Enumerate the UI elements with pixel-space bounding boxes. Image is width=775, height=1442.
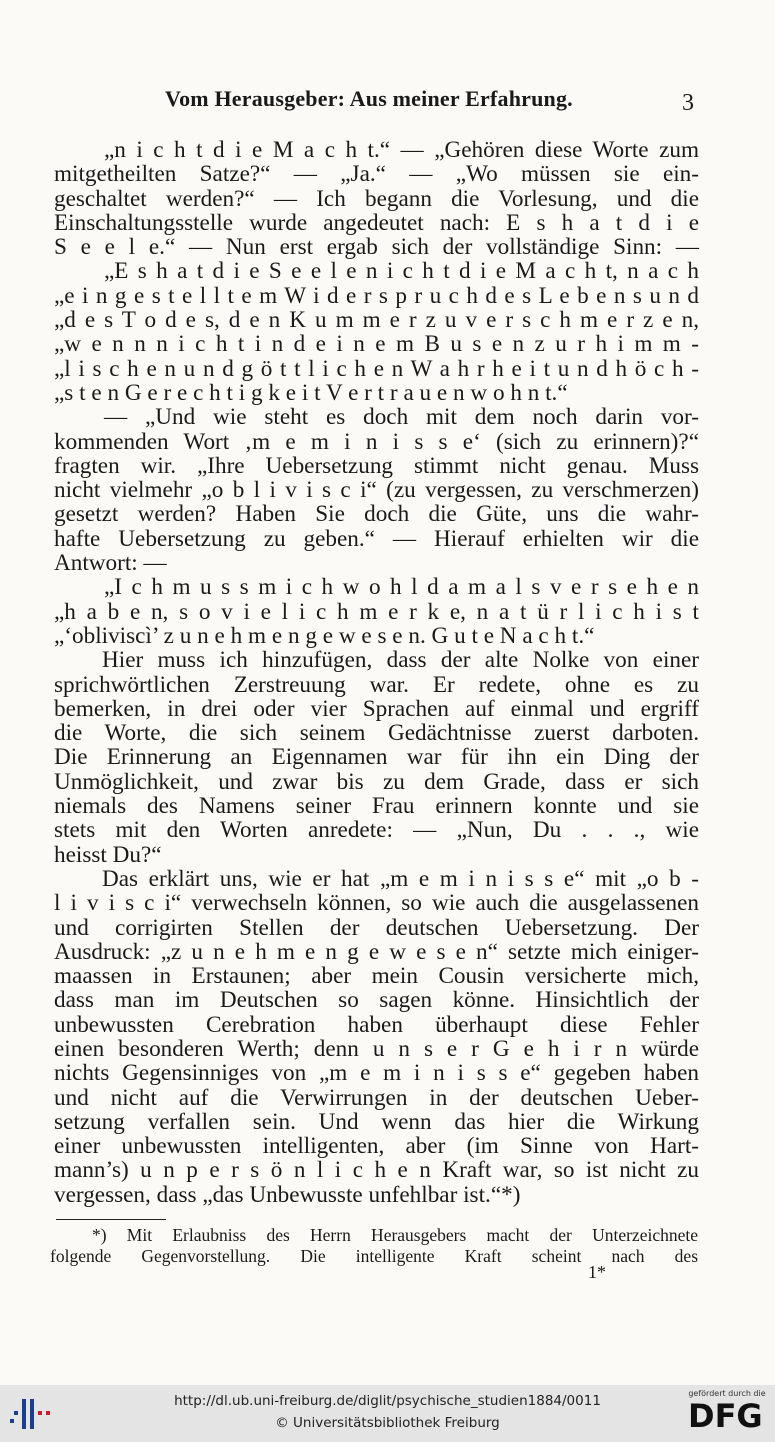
footnote-line: folgende Gegenvorstellung. Die intelligente Kraft scheint nach des bbox=[50, 1246, 698, 1266]
text-line: die Worte, die sich seinem Gedächtnisse zuerst darboten. bbox=[54, 720, 699, 747]
running-head: Vom Herausgeber: Aus meiner Erfahrung. bbox=[165, 86, 573, 111]
text-line: „s t e n G e r e c h t i g k e i t V e r t r a u e n w o h n t.“ bbox=[54, 379, 568, 406]
text-line: Einschaltungsstelle wurde angedeutet nach: E s h a t d i e bbox=[54, 209, 699, 236]
footnote bbox=[50, 1225, 698, 1267]
text-line: einen besonderen Werth; denn u n s e r G e h i r n würde bbox=[54, 1035, 699, 1062]
footnote-rule bbox=[56, 1219, 166, 1220]
text-line: mitgetheilten Satze?“ — „Ja.“ — „Wo müssen sie ein- bbox=[54, 161, 699, 188]
text-line: nicht vielmehr „o b l i v i s c i“ (zu vergessen, zu verschmerzen) bbox=[54, 477, 699, 504]
text-line: Hier muss ich hinzufügen, dass der alte Nolke von einer bbox=[102, 647, 699, 674]
text-line: gesetzt werden? Haben Sie doch die Güte, uns die wahr- bbox=[54, 501, 699, 528]
text-line: hafte Uebersetzung zu geben.“ — Hierauf erhielten wir die bbox=[54, 525, 699, 552]
text-line: mann’s) u n p e r s ö n l i c h e n Kraft war, so ist nicht zu bbox=[54, 1157, 699, 1184]
text-line: unbewussten Cerebration haben überhaupt diese Fehler bbox=[54, 1011, 699, 1038]
text-line: maassen in Erstaunen; aber mein Cousin versicherte mich, bbox=[54, 963, 699, 990]
copyright-notice: © Universitätsbibliothek Freiburg bbox=[275, 1415, 500, 1431]
text-line: nichts Gegensinniges von „m e m i n i s s e“ gegeben haben bbox=[54, 1060, 699, 1087]
text-line: kommenden Wort ‚m e m i n i s s e‘ (sich zu erinnern)?“ bbox=[54, 428, 699, 455]
text-line: l i v i s c i“ verwechseln können, so wie auch die ausgelassenen bbox=[54, 890, 699, 917]
page-number: 3 bbox=[682, 90, 694, 116]
text-line: vergessen, dass „das Unbewusste unfehlbar ist.“*) bbox=[54, 1181, 521, 1208]
text-line: „I c h m u s s m i c h w o h l d a m a l s v e r s e h e n bbox=[104, 574, 699, 601]
text-line: Das erklärt uns, wie er hat „m e m i n i s s e“ mit „o b - bbox=[102, 865, 699, 892]
text-line: und corrigirten Stellen der deutschen Uebersetzung. Der bbox=[54, 914, 699, 941]
text-line: und nicht auf die Verwirrungen in der deutschen Ueber- bbox=[54, 1084, 699, 1111]
text-line: „E s h a t d i e S e e l e n i c h t d i e M a c h t, n a c h bbox=[104, 258, 699, 285]
text-line: „n i c h t d i e M a c h t.“ — „Gehören diese Worte zum bbox=[104, 137, 699, 163]
text-line: setzung verfallen sein. Und wenn das hier die Wirkung bbox=[54, 1108, 699, 1135]
text-line: — „Und wie steht es doch mit dem noch darin vor- bbox=[104, 404, 699, 431]
text-line: heisst Du?“ bbox=[54, 841, 162, 868]
body-text bbox=[54, 138, 699, 1207]
text-line: geschaltet werden?“ — Ich begann die Vorlesung, und die bbox=[54, 185, 699, 212]
text-line: dass man im Deutschen so sagen könne. Hinsichtlich der bbox=[54, 987, 699, 1014]
footnote-line: *) Mit Erlaubniss des Herrn Herausgebers macht der Unterzeichnete bbox=[92, 1225, 698, 1245]
dfg-caption: gefördert durch die bbox=[688, 1389, 766, 1398]
text-line: „w e n n n i c h t i n d e i n e m B u s e n z u r h i m m - bbox=[54, 331, 699, 358]
text-line: S e e l e.“ — Nun erst ergab sich der vollständige Sinn: — bbox=[54, 234, 699, 261]
text-line: bemerken, in drei oder vier Sprachen auf einmal und ergriff bbox=[54, 695, 699, 722]
text-line: einer unbewussten intelligenten, aber (im Sinne von Hart- bbox=[54, 1133, 699, 1160]
footer-bar bbox=[0, 1385, 775, 1442]
text-line: niemals des Namens seiner Frau erinnern konnte und sie bbox=[54, 793, 699, 820]
text-line: stets mit den Worten anredete: — „Nun, Du . . ., wie bbox=[54, 817, 699, 844]
text-line: sprichwörtlichen Zerstreuung war. Er redete, ohne es zu bbox=[54, 671, 699, 698]
dfg-logo: DFG bbox=[688, 1397, 763, 1435]
text-line: Antwort: — bbox=[54, 550, 167, 577]
text-line: Unmöglichkeit, und zwar bis zu dem Grade, dass er sich bbox=[54, 768, 699, 795]
text-line: fragten wir. „Ihre Uebersetzung stimmt nicht genau. Muss bbox=[54, 452, 699, 479]
text-line: „e i n g e s t e l l t e m W i d e r s p r u c h d e s L e b e n s u n d bbox=[54, 282, 699, 309]
text-line: „d e s T o d e s, d e n K u m m e r z u v e r s c h m e r z e n, bbox=[54, 307, 699, 334]
signature-mark: 1* bbox=[588, 1262, 606, 1282]
text-line: „l i s c h e n u n d g ö t t l i c h e n W a h r h e i t u n d h ö c h - bbox=[54, 355, 699, 382]
text-line: „h a b e n, s o v i e l i c h m e r k e, n a t ü r l i c h i s t bbox=[54, 598, 699, 625]
text-line: Ausdruck: „z u n e h m e n g e w e s e n“ setzte mich einiger- bbox=[54, 938, 699, 965]
text-line: Die Erinnerung an Eigennamen war für ihn ein Ding der bbox=[54, 744, 699, 771]
permalink-url[interactable]: http://dl.ub.uni-freiburg.de/diglit/psychische_studien1884/0011 bbox=[174, 1393, 601, 1409]
text-line: „‘obliviscì’ z u n e h m e n g e w e s e n. G u t e N a c h t.“ bbox=[54, 622, 595, 649]
